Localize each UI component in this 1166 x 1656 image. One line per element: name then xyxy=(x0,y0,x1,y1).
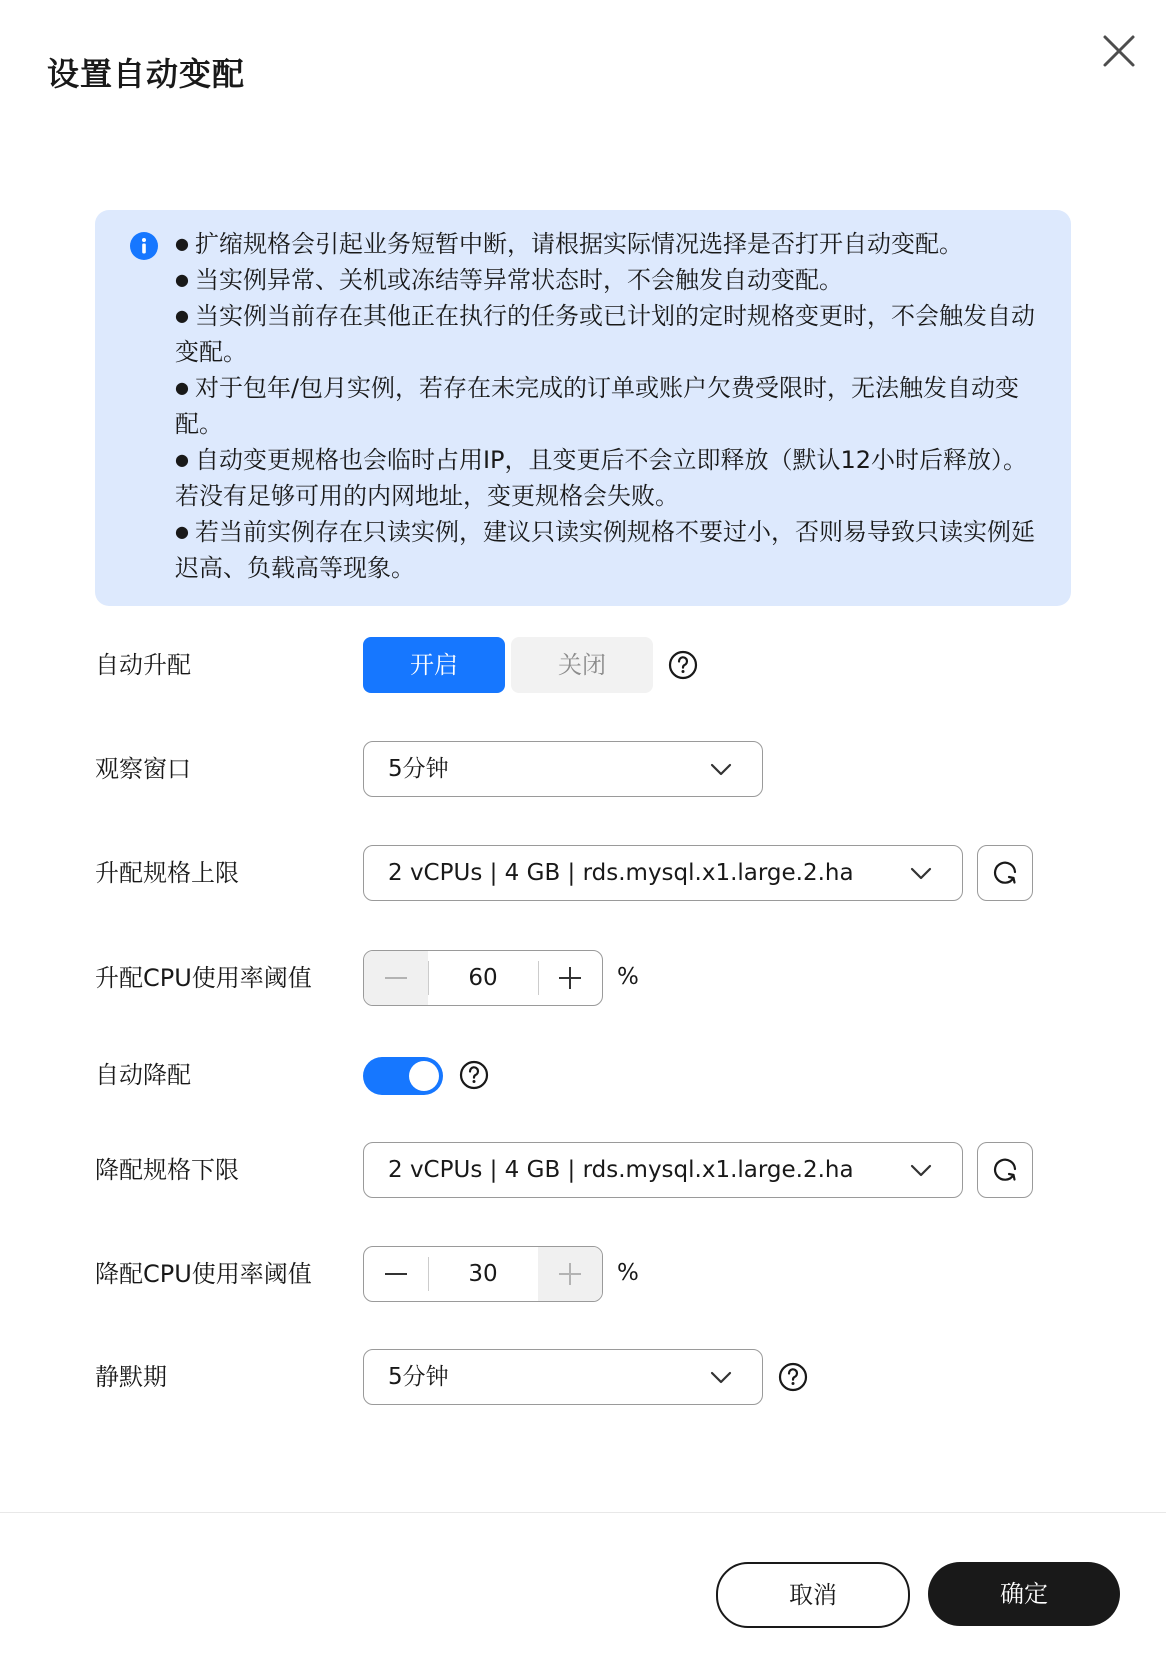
plus-icon xyxy=(558,966,582,990)
auto-downgrade-label: 自动降配 xyxy=(95,1061,191,1089)
footer-divider xyxy=(0,1512,1166,1513)
refresh-icon xyxy=(991,859,1019,887)
question-circle-icon[interactable] xyxy=(668,650,698,680)
silence-period-select[interactable] xyxy=(363,1349,763,1405)
downgrade-limit-select[interactable] xyxy=(363,1142,963,1198)
notice-item: ● 当实例当前存在其他正在执行的任务或已计划的定时规格变更时，不会触发自动变配。 xyxy=(175,298,1035,370)
downgrade-cpu-label: 降配CPU使用率阈值 xyxy=(95,1260,312,1288)
upgrade-cpu-row xyxy=(95,950,1095,1006)
close-icon xyxy=(1100,32,1138,70)
refresh-icon xyxy=(991,1156,1019,1184)
downgrade-limit-value: 2 vCPUs | 4 GB | rds.mysql.x1.large.2.ha xyxy=(388,1157,854,1183)
silence-period-row xyxy=(95,1349,1095,1405)
observe-window-row xyxy=(95,741,1095,797)
notice-list xyxy=(175,226,1035,586)
downgrade-limit-row xyxy=(95,1142,1095,1198)
cancel-button[interactable]: 取消 xyxy=(716,1562,910,1628)
notice-item: ● 自动变更规格也会临时占用IP，且变更后不会立即释放（默认12小时后释放）。若没有足够可用的内网地址，变更规格会失败。 xyxy=(175,442,1035,514)
notice-item: ● 扩缩规格会引起业务短暂中断，请根据实际情况选择是否打开自动变配。 xyxy=(175,226,1035,262)
auto-upgrade-row xyxy=(95,637,1095,693)
downgrade-cpu-row xyxy=(95,1246,1095,1302)
auto-downgrade-toggle[interactable] xyxy=(363,1057,443,1095)
downgrade-limit-refresh-button[interactable] xyxy=(977,1142,1033,1198)
auto-upgrade-on-button[interactable]: 开启 xyxy=(363,637,505,693)
notice-box xyxy=(95,210,1071,606)
observe-window-value: 5分钟 xyxy=(388,756,449,782)
upgrade-limit-label: 升配规格上限 xyxy=(95,859,239,887)
notice-item: ● 若当前实例存在只读实例，建议只读实例规格不要过小，否则易导致只读实例延迟高、负载高等现象。 xyxy=(175,514,1035,586)
downgrade-cpu-plus-button[interactable] xyxy=(538,1247,602,1301)
question-circle-icon[interactable] xyxy=(459,1060,489,1090)
auto-upgrade-label: 自动升配 xyxy=(95,651,191,679)
chevron-down-icon xyxy=(910,1160,932,1180)
upgrade-cpu-unit: % xyxy=(617,964,639,990)
upgrade-limit-value: 2 vCPUs | 4 GB | rds.mysql.x1.large.2.ha xyxy=(388,860,854,886)
silence-period-value: 5分钟 xyxy=(388,1364,449,1390)
upgrade-limit-select[interactable] xyxy=(363,845,963,901)
close-button[interactable] xyxy=(1100,32,1138,70)
downgrade-cpu-unit: % xyxy=(617,1260,639,1286)
upgrade-limit-refresh-button[interactable] xyxy=(977,845,1033,901)
notice-item: ● 当实例异常、关机或冻结等异常状态时，不会触发自动变配。 xyxy=(175,262,1035,298)
minus-icon xyxy=(384,966,408,990)
minus-icon xyxy=(384,1262,408,1286)
toggle-knob xyxy=(409,1061,439,1091)
notice-item: ● 对于包年/包月实例，若存在未完成的订单或账户欠费受限时，无法触发自动变配。 xyxy=(175,370,1035,442)
chevron-down-icon xyxy=(710,759,732,779)
auto-upgrade-off-button[interactable]: 关闭 xyxy=(511,637,653,693)
dialog-title: 设置自动变配 xyxy=(47,55,246,93)
silence-period-label: 静默期 xyxy=(95,1363,167,1391)
observe-window-select[interactable] xyxy=(363,741,763,797)
downgrade-cpu-stepper xyxy=(363,1246,603,1302)
upgrade-limit-row xyxy=(95,845,1095,901)
chevron-down-icon xyxy=(710,1367,732,1387)
upgrade-cpu-label: 升配CPU使用率阈值 xyxy=(95,964,312,992)
auto-upgrade-segmented xyxy=(363,637,653,693)
auto-downgrade-row xyxy=(95,1047,1095,1103)
downgrade-limit-label: 降配规格下限 xyxy=(95,1156,239,1184)
observe-window-label: 观察窗口 xyxy=(95,755,191,783)
confirm-button[interactable]: 确定 xyxy=(928,1562,1120,1626)
upgrade-cpu-minus-button[interactable] xyxy=(364,951,428,1005)
upgrade-cpu-value[interactable]: 60 xyxy=(468,965,498,991)
plus-icon xyxy=(558,1262,582,1286)
question-circle-icon[interactable] xyxy=(778,1362,808,1392)
downgrade-cpu-minus-button[interactable] xyxy=(364,1247,428,1301)
info-icon xyxy=(130,232,158,260)
chevron-down-icon xyxy=(910,863,932,883)
downgrade-cpu-value[interactable]: 30 xyxy=(468,1261,498,1287)
upgrade-cpu-stepper xyxy=(363,950,603,1006)
upgrade-cpu-plus-button[interactable] xyxy=(538,951,602,1005)
